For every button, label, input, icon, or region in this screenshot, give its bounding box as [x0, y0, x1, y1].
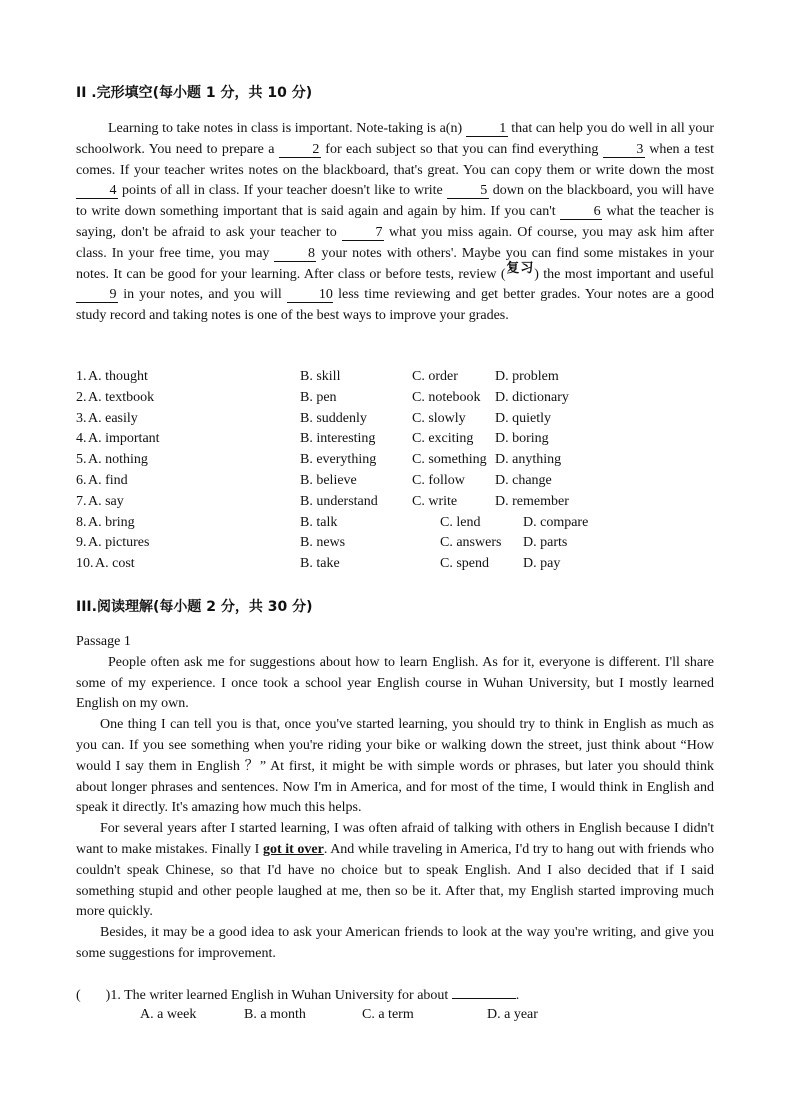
option-row: [76, 492, 714, 513]
cloze-blank-10: 10: [287, 288, 333, 303]
option-number: 4.: [76, 431, 87, 447]
option-c[interactable]: C. something: [412, 452, 487, 468]
option-a[interactable]: A. pictures: [88, 535, 150, 551]
cloze-text: less time reviewing and get better grades. Your notes are a good study record and taking notes is one of the best ways to improve your grades.: [76, 287, 714, 324]
option-c[interactable]: C. slowly: [412, 410, 466, 426]
cloze-blank-6: 6: [560, 205, 602, 220]
option-d[interactable]: D. dictionary: [495, 389, 569, 405]
paragraph-1: People often ask me for suggestions about how to learn English. As for it, everyone is different. I'll share some of my experience. I once took a school year English course in Wuhan University, but I mostly learned English on my own.: [76, 654, 714, 712]
option-row: [76, 471, 714, 492]
question-1-stem: 1. The writer learned English in Wuhan University for about: [110, 988, 449, 1003]
option-a[interactable]: A. thought: [88, 369, 148, 384]
option-c[interactable]: C. exciting: [412, 431, 474, 447]
cloze-text: points of all in class. If your teacher doesn't like to write: [118, 183, 447, 199]
cloze-text: Learning to take notes in class is important. Note-taking is a(n): [108, 121, 466, 136]
option-row: [76, 429, 714, 450]
option-b[interactable]: B. talk: [300, 514, 338, 530]
cloze-blank-4: 4: [76, 184, 118, 199]
question-1-blank: [452, 986, 516, 999]
cloze-text: your notes with others'. Maybe you can find some mistakes in your notes. It can be good for your learning. After class or before tests, review (: [76, 245, 714, 282]
option-row: [76, 450, 714, 471]
option-d[interactable]: D. pay: [523, 556, 561, 572]
cloze-text: when a test comes. If your teacher writes notes on the blackboard, that's great. You can copy them or write down the most: [76, 141, 714, 178]
option-row: [76, 409, 714, 430]
option-c[interactable]: C. spend: [440, 556, 489, 572]
option-number: 8.: [76, 514, 87, 530]
option-b[interactable]: B. skill: [300, 369, 341, 384]
cloze-blank-9: 9: [76, 288, 118, 303]
q1-option-d[interactable]: D. a year: [487, 1007, 538, 1022]
cloze-text: in your notes, and you will: [118, 287, 287, 303]
cloze-passage: [76, 119, 714, 327]
option-row: [76, 554, 714, 575]
cloze-blank-5: 5: [447, 184, 489, 199]
option-b[interactable]: B. take: [300, 556, 340, 572]
paragraph-4: Besides, it may be a good idea to ask your American friends to look at the way you're writing, and give you some suggestions for improvement.: [76, 925, 714, 961]
option-row: [76, 367, 714, 388]
option-number: 5.: [76, 452, 87, 468]
option-c[interactable]: C. answers: [440, 535, 502, 551]
q1-option-a[interactable]: A. a week: [140, 1007, 197, 1022]
option-a[interactable]: A. bring: [88, 514, 135, 530]
option-number: 2.: [76, 389, 87, 405]
option-d[interactable]: D. remember: [495, 493, 569, 509]
option-b[interactable]: B. everything: [300, 452, 377, 468]
option-b[interactable]: B. suddenly: [300, 410, 367, 426]
q1-option-b[interactable]: B. a month: [244, 1007, 306, 1022]
paragraph-3-a: For several years after I started learning, I was often afraid of talking with others in English because I didn't want to make mistakes. Finally I: [76, 821, 714, 857]
paragraph-2: One thing I can tell you is that, once you've started learning, you should try to think in English as much as you can. If you see something when you're riding your bike or walking down the street, just think about “How would I say them in English ？” At first, it might be with simple words or phrases, but later you should think about longer phrases and sentences. Now I'm in America, and for most of the time, I would think in English and speak it directly. It's amazing how much this helps.: [76, 717, 714, 816]
option-number: 1.: [76, 369, 87, 384]
option-c[interactable]: C. lend: [440, 514, 481, 530]
option-b[interactable]: B. pen: [300, 389, 337, 405]
option-d[interactable]: D. anything: [495, 452, 562, 468]
paragraph-3: [76, 819, 714, 923]
option-b[interactable]: B. believe: [300, 472, 357, 488]
option-d[interactable]: D. change: [495, 472, 552, 488]
cloze-blank-7: 7: [342, 226, 384, 241]
section-3-title: III.阅读理解(每小题 2 分，共 30 分): [76, 599, 313, 615]
option-d[interactable]: D. boring: [495, 431, 549, 447]
cloze-text: that can help you do well in all your schoolwork. You need to prepare a: [76, 121, 714, 157]
option-number: 10.: [76, 556, 94, 572]
cloze-text: what the teacher is saying, don't be afraid to ask your teacher to: [76, 204, 714, 240]
option-a[interactable]: A. easily: [88, 410, 138, 426]
cloze-blank-2: 2: [279, 143, 321, 158]
reading-passage: [76, 632, 714, 965]
option-row: [76, 513, 714, 534]
paragraph-3-b: . And while traveling in America, I'd try to hang out with friends who couldn't speak Chinese, so that I'd have no choice but to speak English. And I also decided that if I said something stupid and other people laughed at me, then so be it. After that, my English started improving much more quickly.: [76, 841, 714, 920]
cloze-blank-3: 3: [603, 143, 645, 158]
option-row: [76, 388, 714, 409]
option-number: 9.: [76, 535, 87, 551]
option-b[interactable]: B. interesting: [300, 431, 376, 447]
option-a[interactable]: A. textbook: [88, 389, 155, 405]
cloze-text: for each subject so that you can find everything: [320, 141, 603, 157]
option-b[interactable]: B. news: [300, 535, 346, 551]
chinese-annotation: 复习: [505, 260, 535, 276]
option-row: [76, 533, 714, 554]
option-b[interactable]: B. understand: [300, 493, 378, 509]
option-d[interactable]: D. problem: [495, 369, 559, 384]
option-c[interactable]: C. notebook: [412, 389, 481, 405]
option-a[interactable]: A. cost: [95, 556, 135, 572]
option-c[interactable]: C. follow: [412, 472, 465, 488]
question-1-end: .: [515, 988, 520, 1003]
passage-label: Passage 1: [76, 634, 131, 649]
cloze-blank-1: 1: [466, 122, 508, 137]
option-c[interactable]: C. write: [412, 493, 458, 509]
option-number: 7.: [76, 493, 87, 509]
option-a[interactable]: A. find: [88, 472, 128, 488]
answer-paren-open: (: [76, 988, 81, 1003]
cloze-blank-8: 8: [274, 247, 316, 262]
option-number: 6.: [76, 472, 87, 488]
option-a[interactable]: A. nothing: [88, 452, 148, 468]
option-d[interactable]: D. parts: [523, 535, 568, 551]
question-1: [76, 986, 519, 1004]
option-number: 3.: [76, 410, 87, 426]
q1-option-c[interactable]: C. a term: [362, 1007, 414, 1022]
answer-paren-close: ): [105, 988, 111, 1003]
cloze-text: ) the most important and useful: [534, 266, 715, 282]
option-c[interactable]: C. order: [412, 369, 458, 384]
cloze-text: what you miss again. Of course, you may ask him after class. In your free time, you may: [76, 224, 714, 261]
option-a[interactable]: A. say: [88, 493, 124, 509]
cloze-text: down on the blackboard, you will have to write down something important that is said again and again by him. If you can't: [76, 183, 714, 220]
option-a[interactable]: A. important: [88, 431, 160, 447]
question-1-options: [140, 1007, 640, 1027]
cloze-options: [76, 367, 714, 575]
option-d[interactable]: D. quietly: [495, 410, 551, 426]
option-d[interactable]: D. compare: [523, 514, 589, 530]
section-2-title: II .完形填空(每小题 1 分，共 10 分): [76, 85, 313, 101]
underlined-phrase: got it over: [262, 841, 324, 857]
